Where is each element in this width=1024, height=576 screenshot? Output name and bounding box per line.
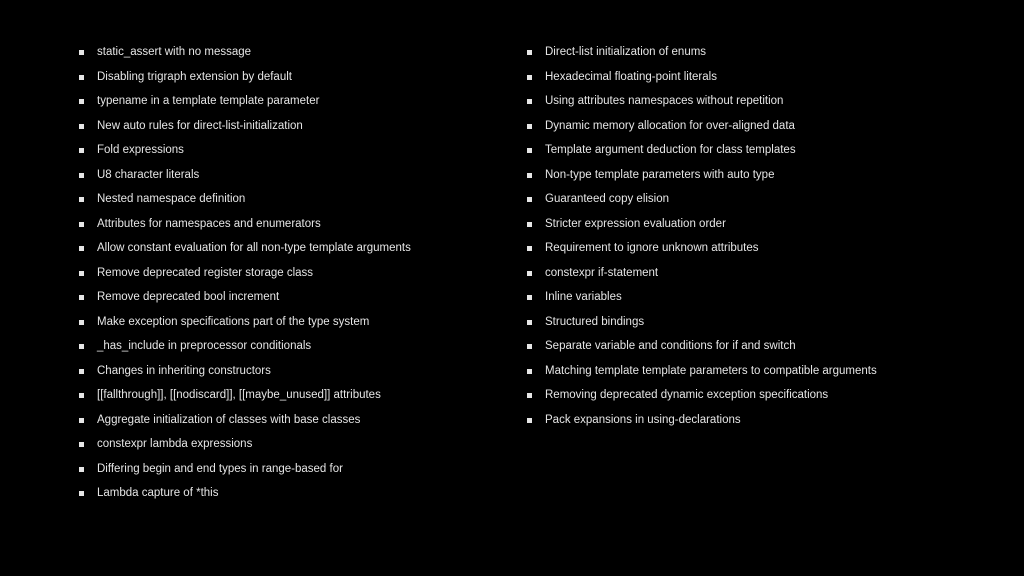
square-bullet-icon — [527, 369, 532, 374]
list-item-text: Differing begin and end types in range-based for — [97, 462, 343, 475]
square-bullet-icon — [79, 491, 84, 496]
list-item — [79, 408, 499, 433]
list-item-text: Aggregate initialization of classes with base classes — [97, 413, 361, 426]
list-item-text: _has_include in preprocessor conditionals — [97, 340, 312, 352]
list-item — [79, 310, 499, 335]
list-item-text: Changes in inheriting constructors — [97, 364, 271, 377]
list-item-text: Allow constant evaluation for all non-type template arguments — [97, 242, 411, 254]
square-bullet-icon — [79, 271, 84, 276]
list-item — [527, 65, 1007, 90]
square-bullet-icon — [527, 50, 532, 55]
list-item — [527, 359, 1007, 384]
square-bullet-icon — [79, 393, 84, 398]
list-item-text: Pack expansions in using-declarations — [545, 413, 741, 426]
list-item-text: Stricter expression evaluation order — [545, 217, 726, 230]
square-bullet-icon — [79, 467, 84, 472]
list-item-text: Dynamic memory allocation for over-aligned data — [545, 119, 795, 132]
square-bullet-icon — [79, 442, 84, 447]
square-bullet-icon — [527, 246, 532, 251]
square-bullet-icon — [79, 320, 84, 325]
list-item — [527, 138, 1007, 163]
list-item-text: static_assert with no message — [97, 46, 252, 58]
list-item — [79, 261, 499, 286]
square-bullet-icon — [79, 75, 84, 80]
list-item — [79, 359, 499, 384]
list-item-text: Make exception specifications part of the type system — [97, 315, 370, 328]
list-item-text: Disabling trigraph extension by default — [97, 70, 292, 83]
list-item-text: Removing deprecated dynamic exception specifications — [545, 389, 829, 401]
square-bullet-icon — [527, 344, 532, 349]
list-item — [79, 89, 499, 114]
list-item — [527, 383, 1007, 408]
list-item-text: Requirement to ignore unknown attributes — [545, 242, 759, 254]
square-bullet-icon — [79, 50, 84, 55]
list-item-text: Structured bindings — [545, 315, 645, 328]
square-bullet-icon — [527, 173, 532, 178]
square-bullet-icon — [79, 99, 84, 104]
list-item-text: Fold expressions — [97, 144, 184, 156]
list-item-text: New auto rules for direct-list-initialization — [97, 119, 303, 132]
square-bullet-icon — [79, 344, 84, 349]
list-item — [79, 212, 499, 237]
list-item — [79, 163, 499, 188]
list-item — [527, 408, 1007, 433]
list-item — [79, 432, 499, 457]
square-bullet-icon — [79, 173, 84, 178]
square-bullet-icon — [79, 197, 84, 202]
list-item-text: Remove deprecated bool increment — [97, 291, 280, 303]
square-bullet-icon — [79, 369, 84, 374]
list-item — [527, 236, 1007, 261]
left-bullet-list — [79, 40, 499, 506]
list-item-text: Separate variable and conditions for if and switch — [545, 340, 796, 352]
square-bullet-icon — [527, 197, 532, 202]
list-item — [527, 261, 1007, 286]
square-bullet-icon — [527, 393, 532, 398]
list-item-text: Direct-list initialization of enums — [545, 46, 707, 58]
list-item-text: Inline variables — [545, 291, 622, 303]
list-item — [527, 89, 1007, 114]
list-item — [79, 285, 499, 310]
list-item-text: constexpr if-statement — [545, 266, 659, 279]
list-item — [79, 40, 499, 65]
list-item-text: Guaranteed copy elision — [545, 193, 670, 205]
square-bullet-icon — [527, 222, 532, 227]
list-item-text: Non-type template parameters with auto type — [545, 168, 775, 181]
list-item — [527, 163, 1007, 188]
list-item — [79, 383, 499, 408]
square-bullet-icon — [79, 124, 84, 129]
list-item — [527, 187, 1007, 212]
list-item — [79, 236, 499, 261]
list-item-text: Hexadecimal floating-point literals — [545, 70, 717, 83]
square-bullet-icon — [79, 246, 84, 251]
square-bullet-icon — [79, 148, 84, 153]
list-item-text: Template argument deduction for class templates — [545, 144, 796, 156]
list-item-text: Remove deprecated register storage class — [97, 266, 314, 279]
square-bullet-icon — [79, 418, 84, 423]
list-item — [79, 65, 499, 90]
list-item-text: constexpr lambda expressions — [97, 438, 253, 450]
list-item-text: Using attributes namespaces without repetition — [545, 95, 784, 107]
square-bullet-icon — [79, 222, 84, 227]
square-bullet-icon — [527, 418, 532, 423]
square-bullet-icon — [527, 320, 532, 325]
list-item — [527, 334, 1007, 359]
square-bullet-icon — [527, 75, 532, 80]
square-bullet-icon — [527, 148, 532, 153]
list-item-text: Nested namespace definition — [97, 193, 246, 205]
list-item — [527, 212, 1007, 237]
list-item — [527, 310, 1007, 335]
list-item — [79, 457, 499, 482]
list-item — [527, 285, 1007, 310]
list-item-text: Lambda capture of *this — [97, 487, 219, 499]
list-item-text: Matching template template parameters to compatible arguments — [545, 364, 877, 377]
list-item — [527, 40, 1007, 65]
list-item-text: U8 character literals — [97, 168, 200, 181]
list-item — [79, 114, 499, 139]
list-item — [79, 334, 499, 359]
list-item — [527, 114, 1007, 139]
list-item-text: [[fallthrough]], [[nodiscard]], [[maybe_unused]] attributes — [97, 389, 381, 401]
list-item — [79, 481, 499, 506]
right-bullet-list — [527, 40, 1007, 432]
list-item — [79, 138, 499, 163]
list-item-text: typename in a template template parameter — [97, 95, 320, 107]
square-bullet-icon — [79, 295, 84, 300]
square-bullet-icon — [527, 295, 532, 300]
square-bullet-icon — [527, 99, 532, 104]
list-item-text: Attributes for namespaces and enumerators — [97, 217, 321, 230]
list-item — [79, 187, 499, 212]
square-bullet-icon — [527, 124, 532, 129]
square-bullet-icon — [527, 271, 532, 276]
